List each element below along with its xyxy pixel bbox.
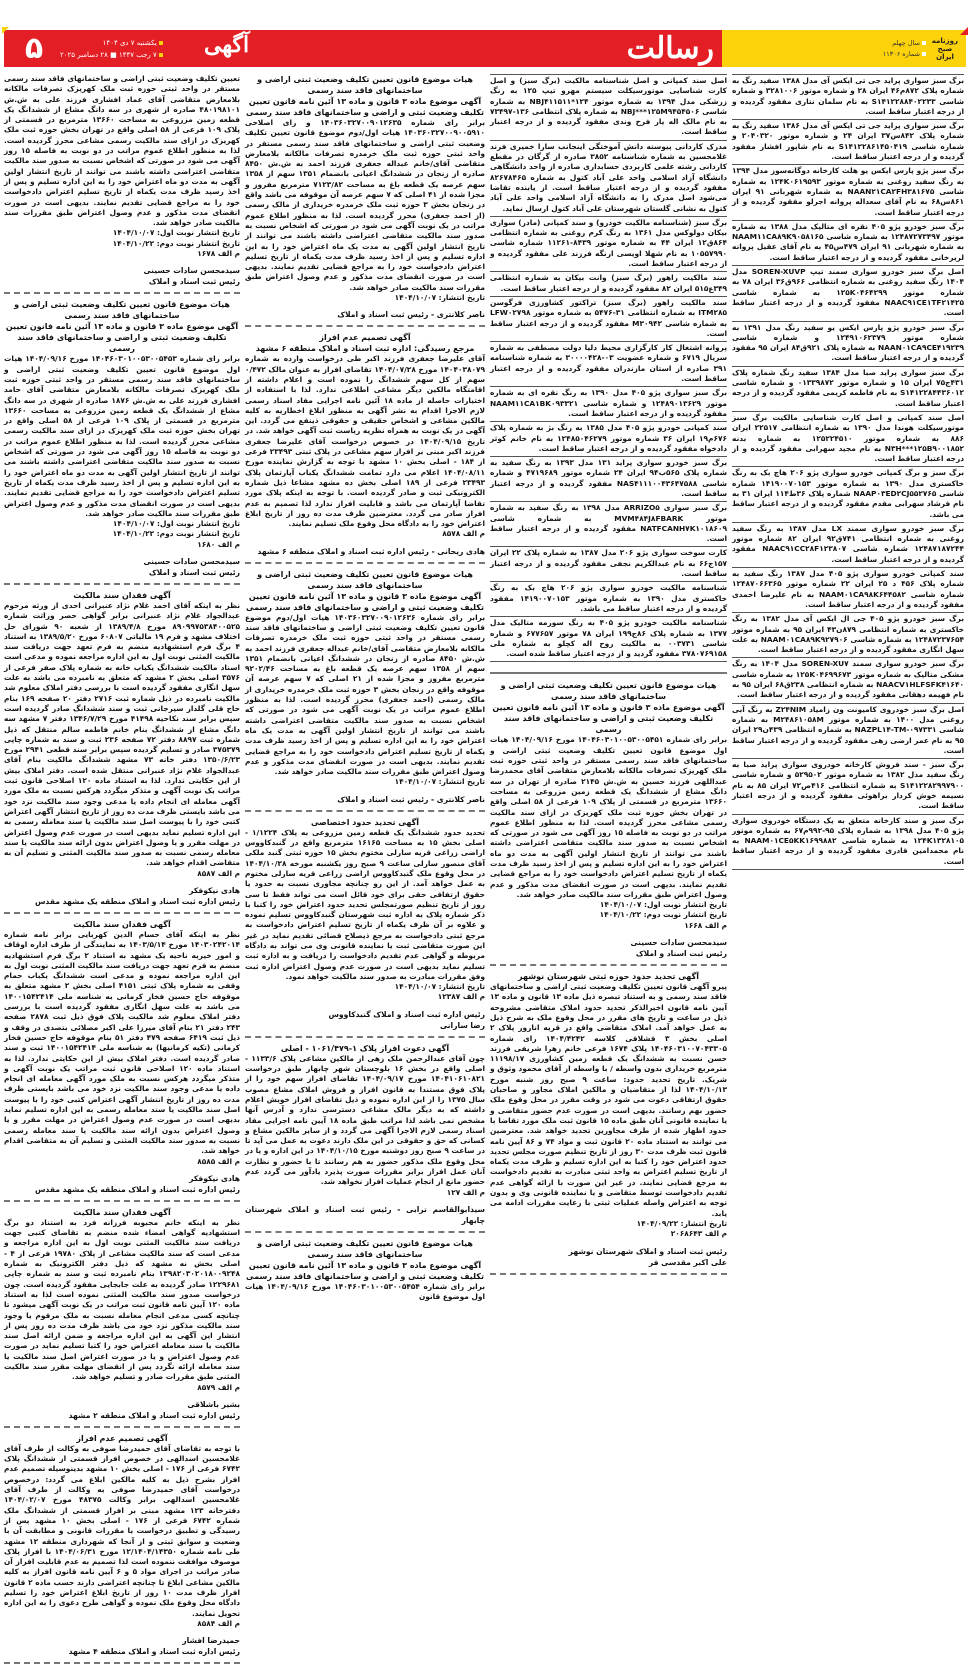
notice-body: تعیین تکلیف وضعیت ثبتی اراضی و ساختمانهای فاقد سند رسمی مستقر در واحد ثبتی حوزه ثبت ملک کهریزک تصرفات مالکانه بلامعارض متقاضی آقای عماد افشاری فرزند علی به ش.ش ۴۸۰۱۹۸۱۰۱ صادره از شهری در سه دانگ مشاع از ششدانگ یک قطعه زمین مزروعی به مساحت ۱۳۶۶۰ مترمربع در قسمتی از پلاک ۱۰۹ فرعی از ۵۸ اصلی واقع در تهران بخش حوزه ثبت ملک کهریزک در ازای سند مالکیت رسمی مشاعی محرز گردیده است. لذا به منظور اطلاع عموم مراتب در دو نوبت به فاصله ۱۵ روز آگهی می شود در صورتی که اشخاص نسبت به صدور سند مالکیت متقاضی اعتراضی داشته باشند می توانند از تاریخ انتشار اولین آگهی به مدت دو ماه اعتراض خود را به این اداره تسلیم و پس از اخذ رسید ظرف مدت یکماه از تاریخ تسلیم اعتراض دادخواست خود را به مراجع قضایی تقدیم نمایند. بدیهی است در صورت انقضای مدت مذکور و عدم وصول اعتراض طبق مقررات سند مالکیت صادر خواهد شد.	[4, 74, 240, 228]
list-item: برگ سبز پژو پارس ایکس یو هلث کارخانه دوگانه‌سوز مدل ۱۳۹۴ به رنگ سفید روغنی به شماره موتور ۱۲۴K۰۶۱۹۵۹۳ به شماره شاسی NAAN۲۱CA۲FH۳۸۱۶۷۵ به شماره شهربانی ۹۱ ایران ۸۶۱س۶۸ به نام آقای سعداله پروانه اجرلو مفقود گردیده و از درجه اعتبار ساقط است.	[732, 165, 964, 220]
publish-date-2: تاریخ انتشار نوبت دوم: ۱۴۰۴/۱۰/۲۲	[112, 529, 240, 539]
notice-registration	[490, 680, 727, 959]
bullet-square-icon	[159, 41, 163, 45]
notice-heading: هیات موضوع قانون تعیین تکلیف وضعیت ثبتی اراضی و ساختمانهای فاقد سند رسمی	[257, 75, 473, 95]
notice-body: نظر به اینکه خانم محبوبه فرزانه فرد به استناد دو برگ استشهادیه گواهی امضاء شده منضم به تقاضای کتبی جهت دریافت سند مالکیت المثنی نوبت اول به این اداره مراجعه و مدعی است که سند مالکیت مشاعی از پلاک ۱۹۷۸۰ فرعی از ۴ - اصلی بخش نه مشهد که ذیل دفتر الکترونیک به شماره ۱۳۹۸۲۰۳۰۲۰۱۸۰۰۹۲۴۸ بنام نامبرده ثبت و سند به شماره چاپی ۱۲۲۹۶۸۱ صادر گردیده به علت جابجایی مفقود گردیده است. چون درخواست صدور سند مالکیت المثنی نموده است لذا به استناد ماده ۱۲۰ آیین نامه قانون ثبت مراتب در یک نوبت آگهی میشود تا چنانچه کسی مدعی انجام معامله نسبت به ملک مرقوم یا وجود سند مالکیت مذکور نزد خود می باشد ظرف مدت ده روز پس از انتشار این آگهی به این اداره مراجعه و ضمن ارائه اصل سند مالکیت یا سند معامله اعتراض خود را کتبا تسلیم نماید در صورت عدم وصول اعتراض و یا در صورت اعتراض اصل سند مالکیت یا سند معامله ارائه نگردد پس از انقضای مهلت مقرر سند مالکیت المثنی طبق مقررات صادر و تسلیم خواهد شد.	[4, 1217, 240, 1382]
list-item: برگ سبز خودرو پژو ۴۰۵ جی ال ایکس آی مدل ۱۳۸۲ به رنگ خاکستری به شماره انتظامی ۸۷۹ن۴۳ ایران ۹۵ به شماره موتور ۱۲۴۸۷۲۳۷۶۵۴ به شماره شاسی NAAM۰۱CA۸۹K۹۲۷۹۰۶ به علت سهل انگاری مفقود گردیده و از درجه اعتبار ساقط است.	[732, 613, 964, 658]
dashed-divider	[4, 1200, 240, 1202]
publish-date-1: تاریخ انتشار نوبت اول: ۱۴۰۴/۱۰/۰۷	[112, 228, 240, 238]
notice-code: م الف ۸۵۷۸	[442, 529, 485, 539]
page-number: ۵	[24, 31, 44, 66]
signature: هادی نیکوفکر رئیس اداره ثبت اسناد و املاک منطقه یک مشهد مقدس	[34, 886, 240, 906]
notice-no-partition	[245, 332, 485, 556]
notice-body: برابر رای شماره ۱۴۰۳۶۰۳۲۷۰۰۹۰۱۲۶۳۵ و رای اصلاحی ۱۴۰۳۶۰۳۲۷۰۰۹۰۰۵۹۱۰ هیات اول/دوم موضوع قانون تعیین تکلیف وضعیت ثبتی اراضی و ساختمانهای فاقد سند رسمی مستقر در واحد ثبتی حوزه ثبت ملک خرمدره تصرفات مالکانه بلامعارض متقاضی آقای/خانم عبداله جعفری فرزند احمد به ش.ش ۸۴۵۰ صادره از زنجان در ششدانگ اعیانی بانضمام ۱۳۵۱ سهم از ۱۳۵۸ سهم عرصه یک قطعه باغ به مساحت ۷۱۲۳/۸۲ مترمربع مفروز و مجزا شده از ۴۱ اصلی که ۷ سهم عرصه آن موقوفه می باشد واقع در زنجان بخش ۳ حوزه ثبت ملک خرمدره خریداری از مالک رسمی (از احمد جعفری) محرز گردیده است. لذا به منظور اطلاع عموم مراتب در یک نوبت آگهی می شود در صورتی که اشخاص نسبت به صدور سند مالکیت متقاضی اعتراضی داشته باشند می توانند از تاریخ انتشار اولین آگهی به مدت یک ماه اعتراض خود را به این اداره تسلیم و پس از اخذ رسید ظرف مدت یکماه از تاریخ تسلیم اعتراض دادخواست خود را به مراجع قضایی تقدیم نمایند. بدیهی است در صورت انقضای مدت مذکور و عدم وصول اعتراض طبق مقررات سند مالکیت صادر خواهد شد.	[245, 118, 485, 292]
list-item: برگ سبز خودرو سواری سمند LX مدل ۱۳۸۷ به رنگ سفید روغنی به شماره انتظامی ۷۴۱ق۹۲ ایران ۸۲ شماره موتور ۱۲۴۸۷۱۸۷۲۴۴ شماره شاسی NAAC۹۱CC۲۸F۱۲۳۸۰۷ مفقود گردیده و از درجه اعتبار ساقط است.	[732, 523, 964, 568]
list-item: اصل برگ سبز خودرو سواری سمند تیپ SOREN-XUVP مدل ۱۴۰۴ رنگ سفید روغنی به شماره انتظامی ۹۶۶ق۳۶ ایران ۷۸ به شماره موتور ۱۲۵K۰۴۶۴۲۹۹ به شماره شاسی NAAC۹۱CE۱TF۲۱۴۲۵ مفقود گردیده و از درجه اعتبار ساقط است.	[732, 266, 964, 321]
divider	[490, 672, 727, 674]
notice-code: م الف ۸۵۷۹	[197, 1382, 240, 1392]
list-item: برگ سبز خودرو پژو ۴۰۵ نقره ای متالیک مدل ۱۳۸۸ به شماره موتور ۱۲۴۸۷۲۷۳۴۹۷ به شماره شاسی NAAM۱۱CA۸۹K۹۰۵۸۱۶۵ به شماره شهربانی ۹۱ ایران ۴۷۹س۴۵ به نام آقای عقیل پروانه لریرخانی مفقود گردیده و از درجه اعتبار ساقط است.	[732, 221, 964, 266]
dashed-divider	[4, 912, 240, 914]
newspaper-logo: رسالت	[626, 31, 714, 66]
date-line-persian: یکشنبه ۷ دی ۱۴۰۴	[60, 37, 165, 49]
column-1	[732, 74, 964, 1440]
list-item: سند کمپانی خودرو پژو ۴۰۵ مدل ۱۳۸۵ به رنگ بژ به شماره پلاک ۶۷۶م۱۹ ایران ۳۶ شماره موتور ۱۲۴۸۵۰۴۶۲۷۹ به نام خانم کوثر دادخواه مفقود گردیده و از درجه اعتبار ساقط است.	[490, 422, 727, 457]
list-item: برگ سبز و سند کارخانه متعلق به یک دستگاه خودروی سواری پژو ۴۰۵ مدل ۱۳۹۸ به شماره پلاک ۹۵-۹۹۲م۶۷ به شماره موتور ۱۲۴K۱۳۲۸۱۰۵ به شماره شاسی NAAM۰۱CE۵KK۱۶۹۹۸۸۲ به نام محمدامین قادری مفقود گردیده و از درجه اعتبار ساقط است.	[732, 815, 964, 870]
date-block	[60, 37, 165, 61]
signature: سیدمحسن سادات حسینی رئیس ثبت اسناد و املاک	[143, 556, 240, 577]
list-item: کارت سوخت سواری پژو ۲۰۶ مدل ۱۳۸۷ به شماره پلاک ۲۲ ایران ۱۵۷ج۶۶ به نام عبدالکریم نجفی مفقود گردیده و از درجه اعتبار ساقط است.	[490, 547, 727, 582]
list-item: برگ سبز سواری ARRIZO۵ مدل ۱۳۹۸ به رنگ سفید به شماره موتور MVM۴۸۴J۸FBARK به شماره شاسی NATFCANH۷K۱۰۱۸۶۰۹ مفقود گردیده و از درجه اعتبار ساقط است.	[490, 502, 727, 547]
notice-body: برابر رای شماره ۱۴۰۴۶۰۳۰۱۰۰۵۳۰۰۵۴۵۱ مورخ ۱۴۰۴/۰۹/۱۶ هیات اول موضوع قانون تعیین تکلیف وضعیت ثبتی اراضی و ساختمانهای فاقد سند رسمی مستقر در واحد ثبتی حوزه ثبت ملک کهریزک تصرفات مالکانه بلامعارض متقاضی آقای محمدرضا عبداللهی فرزند حسین به ش.ش ۲۱۴۵ صادره از تهران در سه دانگ مشاع از ششدانگ یک قطعه زمین مزروعی به مساحت ۱۳۶۶۰ مترمربع در قسمتی از پلاک ۱۰۹ فرعی از ۵۸ اصلی واقع در تهران بخش حوزه ثبت ملک کهریزک در ازای سند مالکیت رسمی مشاعی محرز گردیده است. لذا به منظور اطلاع عموم مراتب در دو نوبت به فاصله ۱۵ روز آگهی می شود در صورتی که اشخاص نسبت به صدور سند مالکیت متقاضی اعتراضی داشته باشند می توانند از تاریخ انتشار اولین آگهی به مدت دو ماه اعتراض خود را به این اداره تسلیم و پس از اخذ رسید ظرف مدت یکماه از تاریخ تسلیم اعتراض دادخواست خود را به مراجع قضایی تقدیم نمایند. بدیهی است در صورت انقضای مدت مذکور و عدم وصول اعتراض طبق مقررات سند مالکیت صادر خواهد شد.	[490, 735, 728, 899]
notice-body: تحدید حدود ششدانگ یک قطعه زمین مزروعی به پلاک ۱/۱۲۲۴ - اصلی بخش ۱۵ به مساحت ۱۶۱۶۵ مترمربع واقع در گنبدکاووس اراضی زراعی قریه سارلی مختوم بخش ۱۵ حوزه ثبتی گنبد ملکی آقای منصور سارلی ساعت ۹ صبح روز یکشنبه مورخه ۱۴۰۴/۱۰/۲۸ در محل وقوع ملک گنبدکاووس اراضی زراعی قریه سارلی مختوم به عمل خواهد آمد. از این رو چنانچه مجاوری نسبت به حدود یا حقوق ارتفاقی حقی برای خود قائل است می تواند فقط تا سی روز از تاریخ تنظیم صورتمجلس تحدید حدود اعتراض خود را کتبا با ذکر شماره پلاک به اداره ثبت شهرستان گنبدکاووس تسلیم نموده و علاوه بر آن ظرف یکماه از تاریخ تسلیم اعتراض دادخواست به مرجع ثبتی دادخواست به مرجع ذیصلاح قضائی تقدیم نماید در غیر این صورت متقاضی ثبت یا نماینده قانونی وی می تواند به دادگاه مربوطه و گواهی عدم تقدیم دادخواست را دریافت و به اداره ثبت تسلیم نماید بدیهی است در صورت عدم وصول اعتراض اداره ثبت وفق مقررات مبادرت به صدور سند مالکیت خواهد نمود.	[245, 827, 486, 981]
column-4	[4, 74, 241, 1657]
notice-subheading: آگهی موضوع ماده ۳ قانون و ماده ۱۳ آئین نامه قانون تعیین تکلیف وضعیت ثبتی و اراضی و ساختمانهای فاقد سند رسمی	[246, 591, 484, 612]
bullet-square-icon	[159, 53, 163, 57]
notice-subheading: مرجع رسیدگی: اداره ثبت اسناد و املاک منطقه ۶ مشهد	[255, 344, 475, 354]
publish-date-1: تاریخ انتشار نوبت اول: ۱۴۰۴/۱۰/۰۷	[112, 519, 240, 529]
list-item: برگ سبز سواری پژو ۴۰۵ مدل ۱۳۹۰ به رنگ نقره ای به شماره موتور ۱۲۴۸۹۰۱۳۶۲۹ و شماره شاسی NAAM۱۱CA۱BK۰۹۳۳۲۱ مفقود گردیده و از درجه اعتبار ساقط است.	[490, 387, 727, 422]
year-label: سال چهلم	[892, 38, 920, 47]
dashed-divider	[490, 964, 727, 966]
signature: سیدمحسن سادات حسینی رئیس ثبت اسناد و املاک	[630, 938, 727, 959]
list-item: شناسنامه مالکیت خودرو پژو ۴۰۵ به رنگ سورمه متالیک مدل ۱۳۷۷ به شماره پلاک ۸۶ج۱۹۹ ایران ۷۸ موتور ۶۷۷۶۵۷ و شماره شاسی ۰۰۳۷۳۱ به مالکیت روح اله کچلو به شماره ملی ۳۷۸۰۷۶۹۱۵۸ مفقود گردید و از درجه اعتبار ساقط شده است.	[490, 617, 727, 662]
signature: رئیس ثبت اسناد و املاک شهرستان نوشهر علی اکبر مقدسی فر	[568, 1246, 727, 1267]
notice-code: م الف ۱۶۸۰	[197, 539, 240, 549]
dashed-divider	[245, 562, 485, 564]
column-2	[490, 74, 727, 1440]
list-item: برگ سبز خودرو پژو پارس ایکس یو سفید رنگ مدل ۱۳۹۱ به شماره موتور ۱۲۴۹۱۰۶۲۳۷۹ و شماره شاسی NAAN۰۱CA۹CE۴۱۹۲۳۹ به شماره پلاک ۹۲۱ق۸۴ ایران ۹۵ مفقود گردیده و از درجه اعتبار ساقط است.	[732, 322, 964, 367]
list-item: سند کمپانی خودرو سواری پژو ۴۰۵ مدل ۱۳۸۷ رنگ سفید به شماره پلاک ۴۵۶ د ۲۵ ایران ۲۲ شماره موتور ۱۲۴۸۷۰۶۶۳۶۵ شماره شاسی NAAM۰۱CA۹۸K۶۴۴۵۸۲ به نام علیرضا احمدی مفقود گردیده و از درجه اعتبار ساقط است.	[732, 568, 964, 613]
notice-registration-zanjan-2	[245, 569, 485, 805]
date-line-hijri-gregorian: ۷ رجب ۱۴۴۷ ■ ۲۸ دسامبر ۲۰۲۵	[60, 49, 165, 61]
notice-heading: هیات موضوع قانون تعیین تکلیف وضعیت ثبتی اراضی و ساختمانهای فاقد سند رسمی	[500, 681, 717, 702]
signature: سیدابوالقاسم ترابی - رئیس ثبت اسناد و املاک شهرستان چابهار	[245, 1204, 485, 1225]
notice-no-partition-mashhad	[4, 1433, 240, 1657]
notice-boundary-exclusive	[245, 817, 485, 1031]
notice-heading: هیات موضوع قانون تعیین تکلیف وضعیت ثبتی اراضی و ساختمانهای فاقد سند رسمی	[257, 569, 473, 590]
dashed-divider	[245, 1231, 485, 1233]
masthead-red-band	[4, 30, 722, 67]
list-item: برگ سبز و برگ کمپانی خودرو سواری پژو ۲۰۶ هاچ بک به رنگ خاکستری مدل ۱۳۹۰ به شماره موتور ۱۴۱۹۰۰۷۰۱۵۳ شماره شاسی NAAP۰۳ED۲CJ۵۵۲۷۶۵ شماره پلاک ۳۶ط۱۱۴ ایران ۳۱ به نام فرشاد سهرابی مقدم مفقود گردیده و از درجه اعتبار ساقط می باشد.	[732, 467, 964, 522]
ads-columns	[4, 74, 965, 1657]
publish-date: تاریخ انتشار: ۱۴۰۴/۰۹/۲۲	[636, 1218, 727, 1228]
notice-body: آقای علیرضا جعفری فرزند اکبر طی درخواست وارده به شماره ۱۴۰۴۰۳۸۰۷۹ مورخ ۱۴۰۴/۰۷/۲۸ تقاضای افراز به عنوان مالک ۰/۴۷۲ سهم از کل سهم ششدانگ را نموده است و اعلام داشته از اقامتگاه مالکین دیگر مشاعی اطلاعی ندارد. لذا با استفاده از اختیارات حاصله از ماده ۱۸ آئین نامه اجرایی مفاد اسناد رسمی لازم الاجرا اقدام به نشر آگهی به منظور ابلاغ اخطاریه به کلیه مالکین مشاعی و اشخاص حقیقی و حقوقی ذینفع می گردد. این آگهی در یک نوبت به همراه نظریه ریاست ثبت آگهی خواهد شد. در تاریخ ۱۴۰۴/۰۹/۱۵ در خصوص درخواست آقای علیرضا جعفری فرزند اکبر مبنی بر افراز سهم مشاعی در پلاک ثبتی ۲۳۴۹۳ فرعی از ۱۸۴ - اصلی بخش ۱۰ مشهد با توجه به گزارش نماینده مورخ ۱۴۰۴/۰۸/۱۱ اعلام می دارد تمامت ششدانگ یکباب آپارتمان پلاک ۲۳۴۹۳ فرعی از ۱۸۹ اصلی بخش ده مشهد مشاعا ذیل شماره الکترونیکی ثبت و صادر گردیده است. با توجه به اینکه پلاک مورد تقاضا آپارتمان می باشد و قابلیت افراز ندارد لذا تصمیم به عدم افراز صادر می گردد. معترضین ظرف مدت ده روز از تاریخ ابلاغ اعتراض خود را به دادگاه محل وقوع ملک تسلیم نمایند.	[245, 354, 486, 529]
dashed-divider	[490, 1273, 727, 1275]
bullet-square-icon	[922, 41, 926, 45]
notice-body: نظر به اینکه آقای حسام الدین کهربایی برابر نامه شماره ۱۴۰۳۰۲۴۲۰۱۴ مورخ ۱۴۰۳/۵/۱۴ به نمایندگی از طرف اداره اوقاف و امور خیریه ناحیه یک مشهد به استناد ۲ برگ فرم استشهادیه منضم به فرم تعهد جهت دریافت سند مالکیت المثنی نوبت اول به این اداره مراجعه نموده و مدعی است ششدانگ یکباب حمام وقفی به شماره پلاک ثبتی ۴۱۵۱ اصلی بخش ۲ مشهد متعلق به موقوفه حاج حسین فخار کرمانی به شناسه ملی ۱۴۰۰۱۵۴۲۴۱۴ می باشد به علت سهل انگاری مفقود گردیده است با بررسی دفتر املاک معلوم شد مالکیت پلاک فوق ذیل ثبت ۲۸۷۸ صفحه ۲۴۳ دفتر ۲۱ بنام آقای میرزا علی اکبر مصلائی بتصدی در وقف و ذیل ثبت ۶۴۱۹ صفحه ۴۷۹ دفتر ۵۱ بنام موقوفه حاج حسین فخار کرمانی (تکیه کرمانیها) به شناسه ملی ۱۴۰۰۱۵۴۲۴۱۴ ثبت و سند صادر گردیده است. دفتر املاک بیش از این حکایتی ندارد. لذا به استناد ماده ۱۲۰ اصلاحی قانون ثبت مراتب یک نوبت آگهی و متذکر میگردد هرکس نسبت به ملک مورد آگهی معامله ای انجام داده یا مدعی وجود سند مالکیت نزد خود می باشد بایستی ظرف مدت ده روز از تاریخ انتشار آگهی اعتراض کتبی خود را با پیوست اصل سند مالکیت یا سند معامله رسمی به این اداره تسلیم نماید بدیهی است در صورت عدم وصول اعتراض در مهلت مقرر و یا وصول اعتراض بدون ارائه سند مالکیت یا سند معامله رسمی نسبت به صدور سند مالکیت المثنی و تسلیم آن به متقاضی اقدام خواهد شد.	[4, 930, 241, 1156]
notice-heading: آگهی تحدید حدود حوزه ثبتی شهرستان نوشهر	[518, 972, 699, 982]
publish-date-1: تاریخ انتشار نوبت اول: ۱۴۰۴/۱۰/۰۷	[599, 900, 727, 910]
dashed-divider	[245, 1036, 485, 1038]
notice-heading: هیات موضوع قانون تعیین تکلیف وضعیت ثبتی اراضی و ساختمانهای فاقد سند رسمی	[257, 1238, 473, 1259]
notice-lost-deed-2	[4, 919, 240, 1195]
signature: ناصر کلانتری - رئیس ثبت اسناد و املاک	[337, 310, 485, 320]
list-item: برگ سبز (شناسنامه مالکیت خودرو) و سند کمپانی (مادر) سواری بیکان دولوکس مدل ۱۳۶۱ به رنگ کرم روغنی به شماره انتظامی ۸۶۴ق۱۲ ایران ۴۴ به شماره موتور ۸۴۳۹-۱۱۲۶۱ شماره شاسی ۱۰۵۵۷۹۹۰ به نام شهلا اویسی ارنگه فرزند علی مفقود گردیده و از درجه اعتبار ساقط است.	[490, 217, 727, 272]
list-item: اصل برگ سبز خودروی کامیونت ون زامیاد Z۲۴NIM به رنگ آبی روغنی مدل ۱۴۰۰ به شماره موتور M۲۴۸۶۱۰۵۸M به شماره شاسی NAZPL۱۴-TM-۰۹۷۳۳۱ به شماره انتظامی ۴۳۹ن۲۹ ایران ۹۵ به نام عمر ارضی زهی مفقود گردیده و از درجه اعتبار ساقط است.	[732, 704, 964, 759]
notice-body: برابر رای شماره ۱۴۰۳۶۰۳۲۷۰۰۹۰۱۲۶۳۶ هیات اول/دوم موضوع قانون تعیین تکلیف وضعیت ثبتی اراضی و ساختمانهای فاقد سند رسمی مستقر در واحد ثبتی حوزه ثبت ملک خرمدره تصرفات مالکانه بلامعارض متقاضی آقای/خانم عبداله جعفری فرزند احمد به ش.ش ۸۴۵۰ صادره از زنجان در ششدانگ اعیانی بانضمام ۱۳۵۱ سهم از ۱۳۵۸ سهم عرصه یک قطعه باغ به مساحت ۹۲۰۲/۴۶ مترمربع مفروز و مجزا شده از ۲۱ اصلی که ۷ سهم عرصه آن موقوفه واقع در زنجان بخش ۳ حوزه ثبت ملک خرمدره خریداری از مالک رسمی (احمد جعفری) محرز گردیده است. لذا به منظور اطلاع عموم مراتب در یک نوبت آگهی می شود در صورتی که اشخاص نسبت به صدور سند مالکیت متقاضی اعتراضی داشته باشند می توانند از تاریخ انتشار اولین آگهی به مدت یک ماه اعتراض خود را به این اداره تسلیم و پس از اخذ رسید ظرف مدت یکماه از تاریخ تسلیم اعتراض دادخواست خود را به مراجع قضایی تقدیم نمایند. بدیهی است در صورت انقضای مدت مذکور و عدم وصول اعتراض طبق مقررات سند مالکیت صادر خواهد شد.	[245, 612, 485, 777]
notice-code: م الف ۸۵۸۴	[197, 1618, 240, 1628]
notice-body: برابر رای شماره ۱۴۰۴۶۰۳۰۱۰۰۵۳۰۰۵۴۵۴ مورخ ۱۴۰۴/۰۹/۱۶ هیات اول موضوع قانون	[245, 1281, 485, 1302]
column-3	[245, 74, 485, 1440]
notice-heading: آگهی فقدان سند مالکیت	[73, 920, 171, 929]
notice-heading: آگهی تصمیم عدم افراز	[76, 1433, 168, 1443]
section-title: آگهی	[204, 32, 250, 58]
list-item: سند مالکیت راهور (برگ سبز) وانت بیکان به شماره انتظامی ۳۴۹ع۵۱۵ ایران ۸۲ مفقود گردیده و از درجه اعتبار ساقط است.	[490, 272, 727, 297]
list-item: برگ سبز سواری پراید صبا مدل ۱۳۸۴ سفید رنگ شماره پلاک ۴۳۱ج۷۵ ایران ۱۵ و شماره موتور ۰۱۳۳۹۸۷۲ و شماره شاسی S۱۴۱۲۲۸۴۴۳۶۰۱۲ به نام فاطمه کریمی مفقود گردیده و از درجه اعتبار ساقط است.	[732, 367, 964, 412]
dashed-divider	[4, 292, 240, 294]
signature: حمیدرضا افشار رئیس اداره ثبت اسناد و املاک منطقه ۴ مشهد	[68, 1636, 240, 1657]
notice-boundary-noshahr	[490, 971, 727, 1267]
notice-heading: آگهی فقدان سند مالکیت	[73, 1207, 171, 1217]
notice-heading: آگهی تصمیم عدم افراز	[319, 333, 411, 343]
dashed-divider	[4, 1426, 240, 1428]
list-item: برگ سبز خودرو سواری پراید ۱۳۱ مدل ۱۳۹۳ به رنگ سفید به شماره پلاک ۵۶۵ب۹۴ ایران ۲۴ شماره موتور ۴۷۱۹۶۸۹ و شماره شاسی NAS۴۱۱۱۰۰۴۳۶۴۷۵۸۸ مفقود گردیده و از درجه اعتبار ساقط است.	[490, 457, 727, 502]
signature: رئیس اداره ثبت اسناد و املاک گنبدکاووس رضا سارانی	[328, 1009, 485, 1030]
notice-code: م الف ۱۲۳۸۷	[437, 992, 485, 1002]
notice-code: م الف ۲۰۶۸۶۴۳	[670, 1229, 727, 1239]
publish-date-2: تاریخ انتشار نوبت دوم: ۱۴۰۴/۱۰/۲۲	[599, 910, 727, 920]
notice-body: چون آقای عبدالرحمن ملک زهی از مالکین مشاعی پلاک ۱۱۳۳/۶ - اصلی واقع در بخش ۱۶ بلوچستان شهر چابهار طبق درخواست ۱۴۰۴۱۰۶۱۰۸۲۱ مورخ ۱۴۰۴/۰۹/۱۷ تقاضای افراز سهم خود را از پلاک فوق مستندا به قانون افراز و فروش املاک مشاع مصوب سال ۱۳۷۵ را از این اداره نموده و ذیل تقاضای افراز خویش اعلام داشته که به دیگر مالک مشاعی دسترسی ندارد و آدرس آنها مشخص نمی باشد لذا مراتب طبق ماده ۱۸ آیین نامه اجرایی مفاد اسناد رسمی لازم الاجرا آگهی می گردد و از سایر مالکین مشاع و کسانی که حق و حقوقی در این ملک دارند دعوت به عمل می آید تا در ساعت ۹ صبح روز دوشنبه مورخ ۱۴۰۴/۱۰/۱۵ در این اداره و یا در محل وقوع ملک مذکور حضور به هم رسانند تا با حضور و نظارت آنان عمل افراز برابر مقررات صورت پذیرد یادآور می گردد عدم حضور مانع از انجام عملیات افراز نخواهد شد.	[245, 1053, 486, 1187]
notice-registration-kahrizak-continued	[4, 74, 240, 287]
list-item: برگ سبز سواری پراید جی تی ایکس آی مدل ۱۳۸۶ سفید رنگ به شماره پلاک ۸۴۲س۳۷ ایران ۲۴ و شماره موتور ۲۰۴۰۳۲۰ و شماره شاسی S۱۴۱۲۲۸۶۱۴۵۰۴۱۹ به نام شاپور افشار مفقود گردیده و از درجه اعتبار ساقط است.	[732, 120, 964, 165]
rooz-logo: روزنامه صبح ایران	[931, 36, 958, 61]
notice-subheading: آگهی موضوع ماده ۳ قانون و ماده ۱۳ آئین نامه قانون تعیین تکلیف وضعیت ثبتی و اراضی و ساختمانهای فاقد سند رسمی	[246, 1260, 484, 1281]
notice-registration-kahrizak	[4, 299, 240, 578]
notice-registration-zanjan	[245, 74, 485, 320]
dashed-divider	[4, 583, 240, 585]
notice-body: با توجه به تقاضای آقای حمیدرضا صوفی به وکالت از طرف آقای غلامحسین اسدالهی در خصوص افراز قسمتی از ششدانگ پلاک ۶۷۴۲ فرعی از ۱۷۶ - اصلی بخش ۱۰ مشهد بدینوسیله تصمیم عدم افراز بشرح ذیل به کلیه مالکین ابلاغ می گردد: درخصوص درخواست آقای حمیدرضا صوفی به وکالت از طرف آقای غلامحسین اسدالهی برابر وکالت ۴۸۳۷۵ مورخ ۱۴۰۴/۰۲/۰۷ دفترخانه ۱۲۳ مشهد مبنی بر افراز قسمتی از ششدانگ ملک شماره ۶۷۴۲ فرعی از ۱۷۶ - اصلی بخش ۱۰ مشهد پس از رسیدگی و تطبیق درخواست با مقررات قانونی و مطابقت آن با وضعیت و سوابق ثبتی و از آنجا که شهرداری منطقه ۱۲ مشهد طی نامه شماره ۱۲/۱۴۰۴/۱۴۳۵۰ مورخ ۱۴۰۴/۰۶/۳۱ با افراز پلاک موصوف موافقت ننموده است لذا تصمیم به عدم قابلیت افراز آن صادر مراتب در اجرای مواد ۵ و ۶ آیین نامه قانون افراز به کلیه مالکین مشاعی ابلاغ تا چنانچه اعتراضی دارند حسب ماده ۲ قانون افراز ظرف مدت ۱۰ روز از تاریخ ابلاغ اعتراض خود را تسلیم دادگاه محل وقوع ملک نموده و گواهی طرح دعوی را به این اداره تحویل نمایند.	[4, 1443, 241, 1618]
list-item: سند مالکیت راهور (برگ سبز) تراکتور کشاورزی فرگوسن ITM۲۸۵ به شماره انتظامی ۳۱-۵۴۷۶ به شماره موتور LFW۰۲۷۹۸ به شماره شاسی M۳۰۹۴۲ مفقود گردیده و از درجه اعتبار ساقط است.	[490, 297, 727, 342]
issue-meta	[883, 38, 926, 60]
list-item: اصل سند کمپانی و اصل کارت شناسایی مالکیت برگ سبز موتورسیکلت هوندا مدل ۱۳۹۰ به شماره انتظامی ۲۲۵۱۷ ایران ۸۸۶ به شماره موتور ۱۲۵۲۲۴۵۱۰ به شماره بدنه N۳H***۱۲۵B۹۰۰۱۸۵۲ به نام مجید سهرابی مفقود گردیده و از درجه اعتبار ساقط است.	[732, 412, 964, 467]
masthead-yellow-band	[722, 30, 966, 67]
publish-date: تاریخ انتشار: ۱۴۰۴/۱۰/۰۷	[394, 777, 485, 787]
publish-date-2: تاریخ انتشار نوبت دوم: ۱۴۰۴/۱۰/۲۲	[112, 238, 240, 248]
list-item: پروانه اشتغال کار کارگزاری محیط دلیا دولت مصطفی به شماره سریال ۶۷۱۹ و شماره عضویت ۰۳-۳۰۰۰۰۴۲۸ به شماره شناسنامه ۳۹۱ صادره از استان مازندران مفقود گردیده و از درجه اعتبار ساقط است.	[490, 342, 727, 387]
notice-registration-tail	[245, 1238, 485, 1303]
notice-heading: هیات موضوع قانون تعیین تکلیف وضعیت ثبتی اراضی و ساختمانهای فاقد سند رسمی	[14, 300, 230, 321]
corner-fold-icon	[960, 27, 968, 35]
list-item: برگ سبز - سند فروش کارخانه خودروی سواری پراید صبا به رنگ سفید مدل ۱۳۸۲ به شماره موتور ۵۲۹۵۰۲ و شماره شاسی S۱۴۱۲۲۸۲۹۹۷۹۰۰ به شماره انتظامی ۴۱۶ص۷۲ ایران ۸۵ به نام نسیمه خوش کردار براهوئی مفقود گردیده و از درجه اعتبار ساقط است.	[732, 759, 964, 814]
dashed-divider	[245, 325, 485, 327]
notice-subheading: آگهی موضوع ماده ۳ قانون و ماده ۱۳ آئین نامه قانون تعیین تکلیف وضعیت ثبتی و اراضی و ساختمانهای فاقد سند رسمی	[5, 322, 239, 354]
list-item: اصل سند کمپانی و اصل شناسنامه مالکیت (برگ سبز) و اصل کارت شناسایی موتورسیکلت سیستم مهرو تیپ ۱۲۵ به رنگ زرشکی مدل ۱۳۹۴ به شماره موتور NBJ۴۱۱۵۱۱*۱۲۴ به شماره شاسی NBJ***۱۲۵M۹۴۵۴۵۰۶ به شماره پلاک انتظامی ۱۳۶-۷۳۴۹۷ به نام مالک اله یار فرخ وندی مفقود گردیده و از درجه اعتبار ساقط است.	[490, 74, 727, 141]
list-item: برگ سبز سواری پراید جی تی ایکس آی مدل ۱۳۸۸ سفید رنگ به شماره پلاک ۸۷۲م۴۶ ایران ۲۸ و شماره موتور ۳۲۸۱۰۰۶ و شماره شاسی S۱۴۱۲۲۸۸۴۰۲۲۳۳ به نام سلمان نتاری مفقود گردیده و از درجه اعتبار ساقط است.	[732, 74, 964, 120]
notice-lost-deed-1	[4, 590, 240, 907]
notice-code: م الف ۱۶۷۸	[197, 249, 240, 259]
notice-code: م الف ۸۵۸۷	[197, 868, 240, 878]
signature: ناصر کلانتری - رئیس ثبت اسناد و املاک	[337, 794, 485, 804]
notice-code: م الف ۱۲۷	[446, 1187, 485, 1197]
notice-subheading: آگهی موضوع ماده ۳ قانون و ماده ۱۳ آئین نامه قانون تعیین تکلیف وضعیت ثبتی و اراضی و ساختمانهای فاقد سند رسمی	[246, 97, 484, 117]
masthead	[4, 30, 966, 67]
notice-body: پیرو آگهی قانون تعیین تکلیف وضعیت ثبتی اراضی و ساختمانهای فاقد سند رسمی و به استناد تبصره ذیل ماده ۱۳ قانون و ماده ۱۳ آیین نامه قانون اخیرالذکر تحدید حدود املاک متقاضی مشروحه ذیل در ساعت و تاریخ های مقرر در محل وقوع ملک به شرح ذیل به عمل خواهد آمد. املاک متقاضی واقع در قریه انارور پلاک ۲ اصلی بخش ۳ قشلاقی کلاسه ۱۴۰۴/۴۲۴۲ رای شماره ۱۴۰۴۶۰۳۱۰۰۷۰۴۳۳۰۵ پلاک ۱۶۷۴ فرعی خانم زهرا شریفی فرزند حسن نسبت به ششدانگ یک قطعه زمین کشاورزی ۱۱۱۹۸/۱۷ مترمربع خریداری بدون واسطه / با واسطه از آقای محمود وثوق و شریک. تاریخ تحدید حدود: ساعت ۹ صبح روز شنبه مورخ ۱۴۰۴/۱۰/۱۳ لذا از متقاضیان و مالکین املاک مجاور و صاحبان حقوق ارتفاقی دعوت می شود در وقت مقرر در محل وقوع ملک حضور بهم رسانند. بدیهی است در صورت عدم حضور متقاضی و یا نماینده قانونی آنان طبق ماده ۱۵ قانون ثبت ملک مورد تقاضا با حدود اظهار شده از طرف مجاورین تحدید خواهد شد. معترضین می توانند به استناد ماده ۲۰ قانون ثبت و مواد ۷۴ و ۸۶ آیین نامه قانون ثبت ظرف مدت ۳۰ روز از تاریخ تنظیم صورت مجلس تحدید حدود اعتراض خود را کتبا به این اداره تسلیم و ظرف مدت یکماه از تاریخ تسلیم اعتراض به واحد ثبتی مبادرت به تقدیم دادخواست به مرجع قضایی نمایند. در غیر این صورت با ارائه گواهی عدم تقدیم دادخواست توسط متقاضی و یا نماینده قانونی وی و بدون توجه به اعتراض واصله عملیات ثبتی با رعایت مقررات ادامه می یابد.	[490, 982, 727, 1218]
dashed-divider	[245, 810, 485, 812]
signature: هادی نیکوفکر رئیس اداره ثبت اسناد و املاک منطقه یک مشهد مقدس	[34, 1173, 240, 1194]
signature: بشیر باشلاقی رئیس اداره ثبت اسناد و املاک منطقه ۲ مشهد	[68, 1399, 240, 1420]
publish-date: تاریخ انتشار: ۱۴۰۴/۱۰/۰۷	[394, 293, 485, 303]
signature: هادی ریحانی - رئیس اداره ثبت اسناد و املاک منطقه ۶ مشهد	[257, 546, 485, 556]
notice-code: م الف ۱۶۶۸	[684, 920, 727, 930]
notice-body: نظر به اینکه آقای احمد غلام نژاد عنبرانی احدی از ورثه مرحوم عبدالجواد غلام نژاد عنبرانی برابر گواهی حصر وراثت شماره ۸۹۰۹۹۷۵۳۸۴۰۰۵۲۵ مورخ ۱۳۸۹/۴/۸ از شعبه ۹۰ شورای حل اختلاف مشهد و فرم ۱۹ مالیاتی ۶۰۸۰۷ مورخ ۱۳۸۹/۵/۲۰ به استناد ۴ برگ فرم استشهادیه منضم به فرم تعهد جهت دریافت سند مالکیت المثنی نوبت اول به این اداره مراجعه نموده و مدعی است اسناد مالکیت ششدانگ یکباب خانه به شماره پلاک صفر فرعی از ۳۵۷۶ اصلی بخش ۲ مشهد که متعلق به نامبرده می باشد به علت سهل انگاری مفقود گردیده است با بررسی دفتر املاک معلوم شد مالکیت نامبرده در ذیل شماره ثبت ۲۷۱۶ دفتر ۲۰ صفحه ۱۶۹ بنام حاج قلی گلدار سیرجانی ثبت و سند ششدانگ صادر گردیده است سپس برابر سند نکاحیه ۴۱۴۹۸ مورخ ۱۳۴۶/۷/۲۹ دفتر ۷ مشهد سه دانگ مشاع از ششدانگ بنام خانم فاطمه سالم منتقل که ذیل شماره ثبت ۸۸۹۷ دفتر ۷۲ صفحه ۲۳۶ ثبت و سند به شماره چاپی ۳۷۵۳۷۹ صادر و تسلیم گردیده سپس برابر سند قطعی ۲۹۴۱ مورخ ۱۳۵۰/۶/۲۳ دفتر خانه ۷۳ مشهد ششدانگ مالکیت بنام آقای عبدالجواد غلام نژاد عنبرانی منتقل شده است. دفتر املاک بیش از این حکایتی ندارد. لذا به استناد ماده ۱۲۰ اصلاحی قانون ثبت مراتب یک نوبت آگهی و متذکر میگردد هرکس نسبت به ملک مورد آگهی معامله ای انجام داده یا مدعی وجود سند مالکیت نزد خود می باشد بایستی ظرف مدت ده روز از تاریخ انتشار آگهی اعتراض کتبی خود را با پیوست اصل سند مالکیت یا سند معامله رسمی به این اداره تسلیم نماید بدیهی است در صورت عدم وصول اعتراض در مهلت مقرر و یا وصول اعتراض بدون ارائه سند مالکیت یا سند معامله رسمی نسبت به صدور سند مالکیت المثنی و تسلیم آن به متقاضی اقدام خواهد شد.	[4, 600, 241, 868]
notice-heading: آگهی دعوت افراز پلاک ۱-۱۰۶۱/۴۷۹ - اصلی	[280, 1043, 450, 1053]
list-item: برگ سبز خودرو سواری سمند SOREN-XU۷ مدل ۱۴۰۴ به رنگ مشکی متالیک به شماره موتور ۱۲۵K۰۴۶۹۹۶۷۳ به شماره شاسی NAACV۱HLFSFK۴۱۶۴۰ به شماره انتظامی ۲۳۸ق۶۸ ایران ۹۵ به نام فهیمه دهقانی مفقود گردیده و از درجه اعتبار ساقط است.	[732, 658, 964, 703]
signature: سیدمحسن سادات حسینی رئیس ثبت اسناد و املاک	[143, 266, 240, 287]
notice-heading: آگهی تحدید حدود اختصاصی	[310, 817, 420, 827]
notice-heading: آگهی فقدان سند مالکیت	[73, 590, 171, 600]
notice-code: م الف ۸۵۸۵	[197, 1156, 240, 1166]
notice-partition-invite	[245, 1043, 485, 1226]
issue-number: شماره ۱۱۳۰۶	[882, 49, 920, 58]
publish-date: تاریخ انتشار: ۱۴۰۴/۱۰/۰۷	[394, 982, 485, 992]
corner-fold-icon	[2, 27, 9, 34]
list-item: شناسنامه مالکیت خودرو سواری پژو ۲۰۶ هاچ بک به رنگ خاکستری مدل ۱۳۹۰ به شماره موتور ۱۴۱۹۰۰۷۰۱۵۳ مفقود گردیده و از درجه اعتبار ساقط می باشد.	[490, 582, 727, 617]
list-item: مدرک کاردانی پیوسته دانش آموختگی اینجانب سارا خمیری فرند غلامحسین به شماره شناسنامه ۳۸۵۲ صادره از گرگان در مقطع کاردانی رشته علمی کاربردی حسابداری صادره از واحد دانشگاهی دانشگاه آزاد اسلامی واحد علی آباد کتول به شماره ۸۲۶۷۸۴۶۵ مفقود گردیده و از درجه اعتبار ساقط است. از یابنده تقاضا می‌شود اصل مدرک را به دانشگاه آزاد اسلامی واحد علی آباد کتول به نشانی گلستان شهرستان علی آباد کتول ارسال نماید.	[490, 141, 727, 217]
notice-subheading: آگهی موضوع ماده ۳ قانون و ماده ۱۳ آئین نامه قانون تعیین تکلیف وضعیت ثبتی و اراضی و ساختمانهای فاقد سند رسمی	[492, 703, 725, 735]
bullet-square-icon	[922, 52, 926, 56]
notice-lost-deed-3	[4, 1207, 240, 1421]
notice-body: برابر رای شماره ۱۴۰۴۶۰۳۰۱۰۰۵۳۰۰۵۴۵۳ مورخ ۱۴۰۴/۰۹/۱۶ هیات اول موضوع قانون تعیین تکلیف وضعیت ثبتی اراضی و ساختمانهای فاقد سند رسمی مستقر در واحد ثبتی حوزه ثبت ملک کهریزک تصرفات مالکانه بلامعارض متقاضی آقای حامد افشاری فرزند علی به ش.ش ۱۸۷۶ صادره از شهری در سه دانگ مشاع از ششدانگ یک قطعه زمین مزروعی به مساحت ۱۳۶۶۰ مترمربع در قسمتی از پلاک ۱۰۹ فرعی از ۵۸ اصلی واقع در تهران بخش حوزه ثبت ملک کهریزک در ازای سند مالکیت رسمی مشاعی محرز گردیده است. لذا به منظور اطلاع عموم مراتب در دو نوبت به فاصله ۱۵ روز آگهی می شود در صورتی که اشخاص نسبت به صدور سند مالکیت متقاضی اعتراضی داشته باشند می توانند از تاریخ انتشار اولین آگهی به مدت دو ماه اعتراض خود را به این اداره تسلیم و پس از اخذ رسید ظرف مدت یکماه از تاریخ تسلیم اعتراض دادخواست خود را به مراجع قضایی تقدیم نمایند. بدیهی است در صورت انقضای مدت مذکور و عدم وصول اعتراض طبق مقررات سند مالکیت صادر خواهد شد.	[4, 354, 241, 518]
